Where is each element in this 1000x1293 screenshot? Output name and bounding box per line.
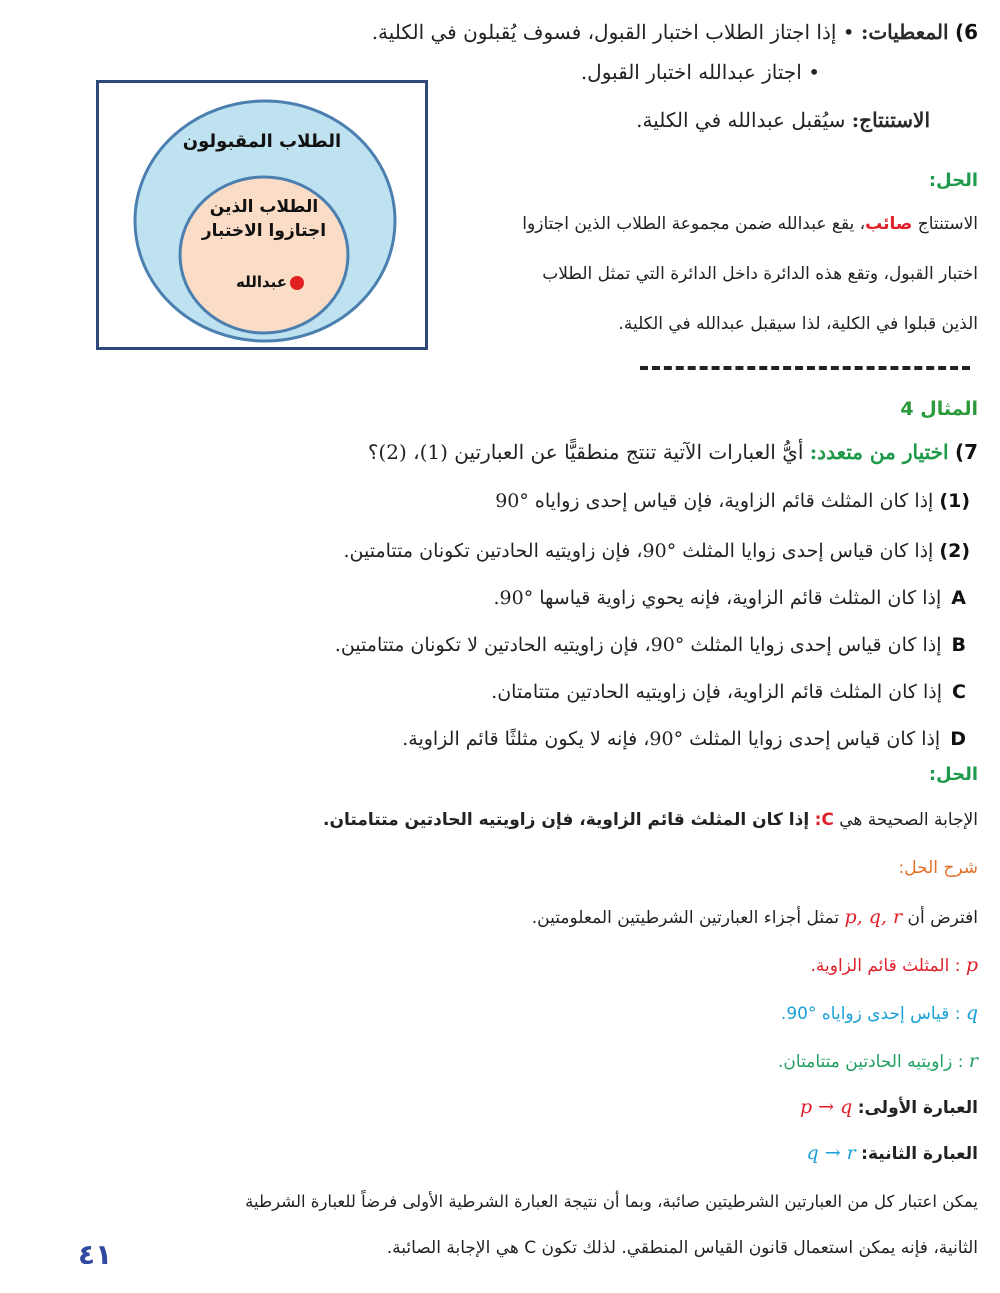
- final-line-1: يمكن اعتبار كل من العبارتين الشرطيتين صائبة، وبما أن نتيجة العبارة الشرطية الأولى فرضاً للعبارة الشرطية: [245, 1192, 978, 1211]
- option-d-letter: D: [950, 728, 966, 750]
- solution1-line3: الذين قبلوا في الكلية، لذا سيقبل عبدالله في الكلية.: [618, 314, 978, 334]
- point-label: عبدالله: [235, 273, 287, 291]
- given-bullet-2: • اجتاز عبدالله اختبار القبول.: [580, 60, 820, 84]
- second-statement: [807, 1142, 979, 1164]
- given-bullet-1: • إذا اجتاز الطلاب اختبار القبول، فسوف يُقبلون في الكلية.: [371, 20, 855, 44]
- assume-line: [532, 906, 978, 928]
- second-statement-expr: q → r: [806, 1142, 856, 1164]
- answer-text: إذا كان المثلث قائم الزاوية، فإن زاويتيه الحادتين متتامتان.: [323, 810, 810, 830]
- option-c-letter: C: [952, 681, 966, 703]
- assume-post: تمثل أجزاء العبارتين الشرطيتين المعلومتين.: [531, 908, 840, 928]
- final-line-2: الثانية، فإنه يمكن استعمال قانون القياس المنطقي. لذلك تكون C هي الإجابة الصائبة.: [386, 1238, 978, 1258]
- item6-number: 6): [954, 20, 978, 44]
- option-a-letter: A: [951, 587, 966, 609]
- answer-line: [323, 810, 978, 830]
- section-divider: [640, 366, 970, 370]
- solution1-line1-post: ، يقع عبدالله ضمن مجموعة الطلاب الذين اجتازوا: [522, 214, 866, 234]
- p-var: p: [965, 954, 978, 976]
- q-text: : قياس إحدى زواياه °90.: [780, 1004, 961, 1024]
- valid-word: صائب: [865, 214, 913, 234]
- abdullah-point: [290, 276, 304, 290]
- assume-pre: افترض أن: [907, 908, 978, 928]
- first-statement: [800, 1096, 978, 1118]
- statement-1-text: إذا كان المثلث قائم الزاوية، فإن قياس إحدى زواياه °90: [495, 490, 934, 512]
- explain-label: شرح الحل:: [898, 858, 978, 878]
- q-var: q: [965, 1002, 978, 1024]
- r-text: : زاويتيه الحادتين متتامتان.: [778, 1052, 964, 1072]
- option-d-text: إذا كان قياس إحدى زوايا المثلث °90، فإنه لا يكون مثلثًا قائم الزاوية.: [402, 728, 941, 750]
- option-d[interactable]: [402, 728, 966, 750]
- given-label: المعطيات:: [860, 20, 949, 44]
- r-definition: [778, 1050, 978, 1072]
- option-b-letter: B: [951, 634, 966, 656]
- conclusion-text: سيُقبل عبدالله في الكلية.: [636, 108, 846, 132]
- conclusion-label: الاستنتاج:: [851, 108, 930, 132]
- solution2-label: الحل:: [928, 764, 978, 785]
- item7-question: أيُّ العبارات الآتية تنتج منطقيًّا عن العبارتين (1)، (2)؟: [367, 440, 804, 464]
- inner-set-label-1: الطلاب الذين: [209, 197, 319, 217]
- statement-2: [344, 540, 971, 562]
- assume-vars: p, q, r: [844, 906, 903, 928]
- example-title: المثال 4: [900, 398, 978, 420]
- item6-conclusion-line: [636, 108, 930, 132]
- option-c-text: إذا كان المثلث قائم الزاوية، فإن زاويتيه الحادتين متتامتان.: [491, 681, 943, 703]
- first-statement-label: العبارة الأولى:: [857, 1098, 978, 1118]
- solution1-line2: اختبار القبول، وتقع هذه الدائرة داخل الدائرة التي تمثل الطلاب: [542, 264, 978, 284]
- item7-question-line: [368, 440, 978, 464]
- page-number: ٤١: [78, 1238, 113, 1271]
- solution1-line1: [522, 214, 978, 234]
- option-c[interactable]: [491, 681, 966, 703]
- answer-pre: الإجابة الصحيحة هي: [839, 810, 978, 830]
- venn-diagram: [96, 80, 428, 350]
- item7-type-label: اختيار من متعدد:: [809, 440, 949, 464]
- answer-letter: C:: [814, 810, 834, 830]
- first-expr-text: p → q: [799, 1096, 853, 1118]
- first-statement-expr: [800, 1096, 852, 1118]
- item6-given-line: [372, 20, 978, 44]
- statement-1-number: (1): [939, 490, 970, 512]
- statement-2-text: إذا كان قياس إحدى زوايا المثلث °90، فإن زاويتيه الحادتين تكونان متتامتين.: [343, 540, 934, 562]
- r-var: r: [968, 1050, 978, 1072]
- p-text: : المثلث قائم الزاوية.: [810, 956, 961, 976]
- statement-1: [495, 490, 970, 512]
- p-definition: [810, 954, 978, 976]
- solution1-label: الحل:: [928, 170, 978, 191]
- inner-set-label-2: اجتازوا الاختبار: [201, 221, 327, 241]
- option-b[interactable]: [335, 634, 966, 656]
- option-a-text: إذا كان المثلث قائم الزاوية، فإنه يحوي زاوية قياسها °90.: [493, 587, 942, 609]
- option-b-text: إذا كان قياس إحدى زوايا المثلث °90، فإن زاويتيه الحادتين لا تكونان متتامتين.: [334, 634, 942, 656]
- solution1-line1-pre: الاستنتاج: [917, 214, 978, 234]
- item7-number: 7): [954, 440, 978, 464]
- outer-set-label: الطلاب المقبولون: [182, 131, 342, 152]
- option-a[interactable]: [493, 587, 966, 609]
- statement-2-number: (2): [939, 540, 970, 562]
- second-statement-label: العبارة الثانية:: [861, 1144, 978, 1164]
- q-definition: [781, 1002, 978, 1024]
